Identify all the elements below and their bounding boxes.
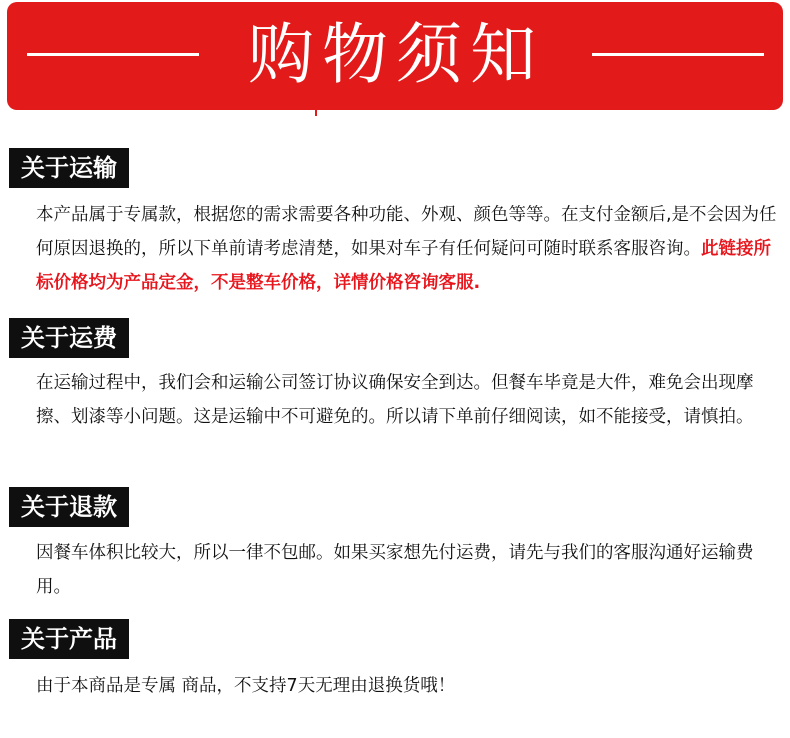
banner-notch	[315, 106, 317, 116]
section-title-refund: 关于退款	[9, 487, 129, 527]
section-title-shipping: 关于运输	[9, 148, 129, 188]
section-title-product: 关于产品	[9, 619, 129, 659]
section-body-refund: 因餐车体积比较大，所以一律不包邮。如果买家想先付运费，请先与我们的客服沟通好运输费用。	[36, 543, 754, 597]
section-title-freight: 关于运费	[9, 318, 129, 358]
shipping-text: 本产品属于专属款，根据您的需求需要各种功能、外观、颜色等等。在支付金额后,是不会因为任何原因退换的，所以下单前请考虑清楚，如果对车子有任何疑问可随时联系客服咨询。	[36, 205, 777, 259]
banner-left-rule	[27, 53, 199, 56]
page-title: 购物须知	[248, 16, 544, 93]
section-body-freight: 在运输过程中，我们会和运输公司签订协议确保安全到达。但餐车毕竟是大件，难免会出现摩擦、划漆等小问题。这是运输中不可避免的。所以请下单前仔细阅读，如不能接受，请慎拍。	[36, 373, 754, 427]
header-banner	[7, 2, 783, 110]
price-notice: 此链接所标价格均为产品定金，不是整车价格，详情价格咨询客服.	[36, 239, 771, 293]
section-body-product: 由于本商品是专属 商品，不支持7天无理由退换货哦！	[36, 676, 456, 696]
section-body-shipping	[36, 198, 778, 300]
banner-right-rule	[592, 53, 764, 56]
